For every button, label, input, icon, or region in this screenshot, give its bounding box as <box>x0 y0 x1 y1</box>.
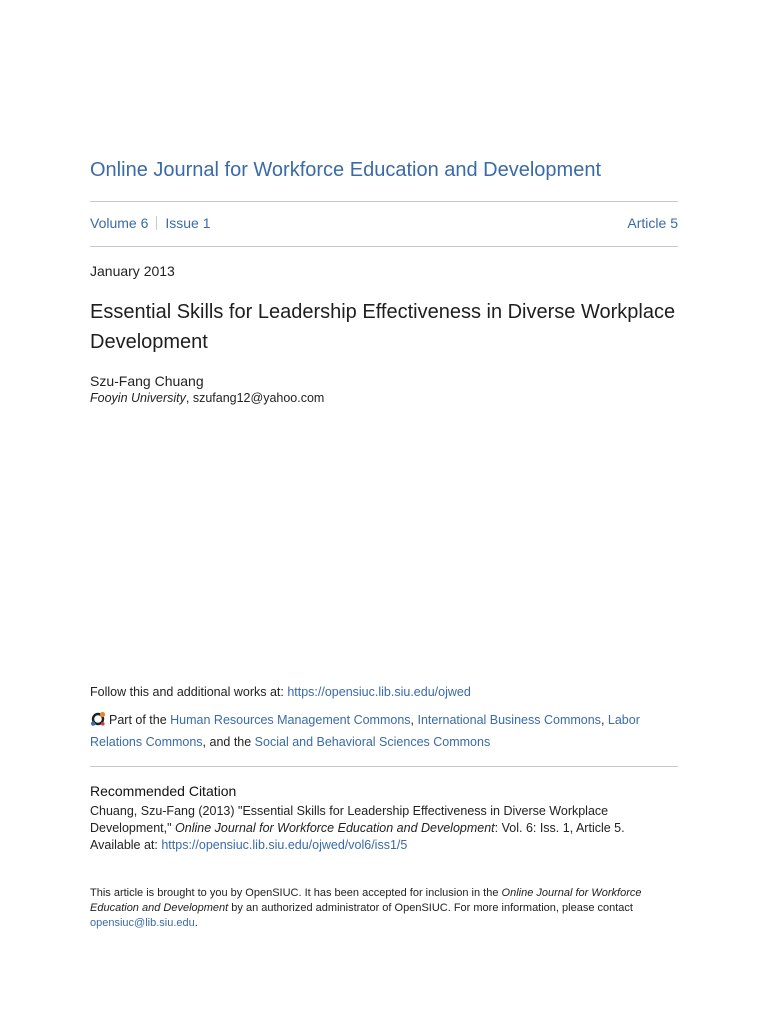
volume-link[interactable]: Volume 6 <box>90 215 149 231</box>
citation-start: Chuang, Szu-Fang (2013) "Essential Skills for Leadership Effectiveness in Diverse Workplace Development," <box>90 804 609 835</box>
citation-end: : Vol. 6: Iss. 1, Article 5. <box>494 821 625 835</box>
affiliation-name: Fooyin University <box>90 391 186 405</box>
commons-link-social-behavioral[interactable]: Social and Behavioral Sciences Commons <box>254 735 491 749</box>
divider-citation <box>90 766 678 767</box>
commons-link-international-business[interactable]: International Business Commons <box>417 713 601 727</box>
part-of-commons <box>90 709 678 753</box>
citation-journal: Online Journal for Workforce Education and Development <box>175 821 495 835</box>
footer-text-end: . <box>194 917 198 929</box>
article-title: Essential Skills for Leadership Effectiveness in Diverse Workplace Development <box>90 301 676 353</box>
author-email: szufang12@yahoo.com <box>192 391 325 405</box>
commons-network-icon <box>90 711 106 727</box>
article-number-link[interactable]: Article 5 <box>627 215 678 231</box>
part-of-prefix: Part of the <box>109 713 171 727</box>
footer-text-start: This article is brought to you by OpenSIUC. It has been accepted for inclusion in the <box>90 887 502 899</box>
citation-url-link[interactable]: https://opensiuc.lib.siu.edu/ojwed/vol6/iss1/5 <box>161 838 408 852</box>
author-affiliation <box>90 390 324 406</box>
issue-bar <box>90 213 678 233</box>
follow-label: Follow this and additional works at: <box>90 685 288 699</box>
commons-separator: , <box>410 713 418 727</box>
citation-text <box>90 803 678 854</box>
affiliation-separator: , <box>185 391 193 405</box>
commons-link-labor-relations[interactable]: Labor Relations Commons <box>90 713 640 749</box>
divider-top <box>90 201 678 202</box>
contact-email-link[interactable]: opensiuc@lib.siu.edu <box>90 917 195 929</box>
cover-page <box>90 0 678 1024</box>
follow-line <box>90 684 471 701</box>
footer-text-mid: by an authorized administrator of OpenSIUC. For more information, please contact <box>228 902 633 914</box>
issue-separator <box>156 216 157 230</box>
commons-and-the: , and the <box>202 735 255 749</box>
publication-date: January 2013 <box>90 263 175 279</box>
recommended-citation-heading: Recommended Citation <box>90 783 237 799</box>
citation-available-label: Available at: <box>90 838 162 852</box>
commons-separator: , <box>600 713 608 727</box>
divider-bottom <box>90 246 678 247</box>
follow-url-link[interactable]: https://opensiuc.lib.siu.edu/ojwed <box>287 685 471 699</box>
commons-link-hr-management[interactable]: Human Resources Management Commons <box>170 713 411 727</box>
footer-journal: Online Journal for Workforce Education and Development <box>90 887 642 914</box>
author-name: Szu-Fang Chuang <box>90 373 204 389</box>
footer-notice <box>90 886 678 931</box>
journal-title-link[interactable]: Online Journal for Workforce Education and Development <box>90 159 602 181</box>
issue-link[interactable]: Issue 1 <box>165 215 211 231</box>
